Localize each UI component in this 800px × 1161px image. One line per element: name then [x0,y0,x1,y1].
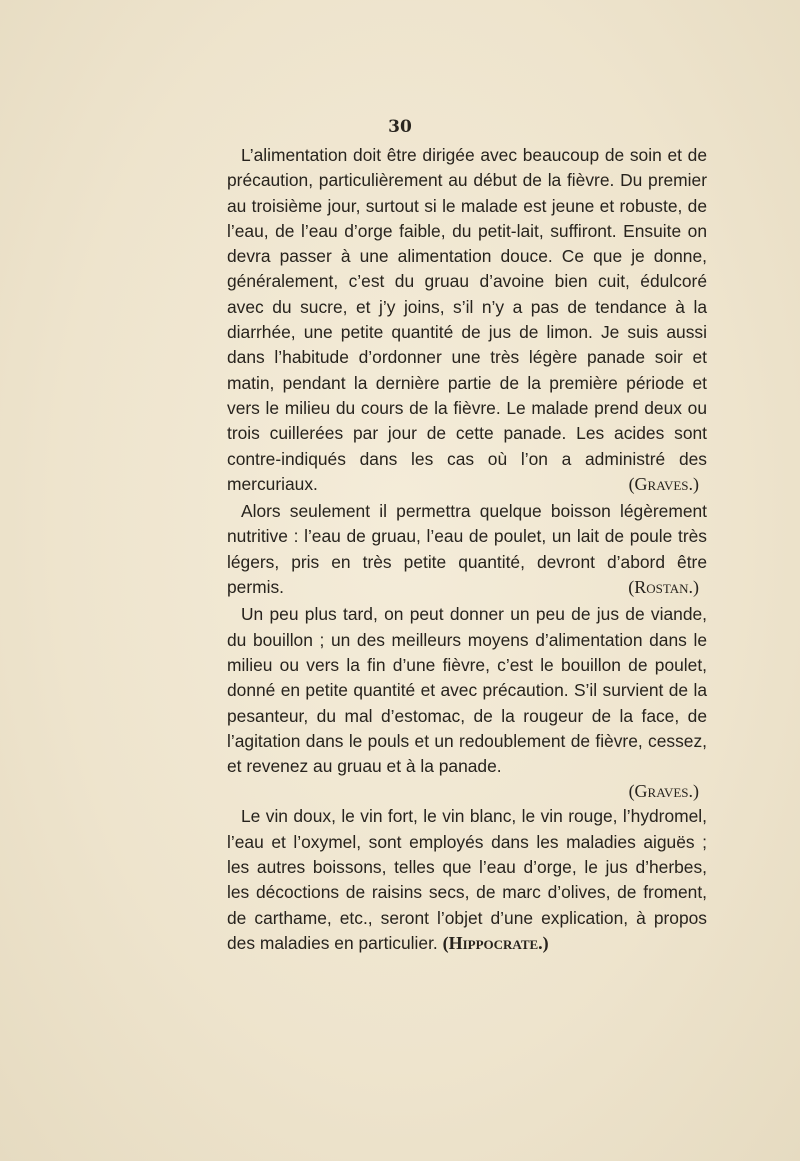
paragraph-hippocrate [227,804,707,956]
paragraph-graves-1 [227,143,707,497]
paragraph-text: Alors seulement il permettra quelque boisson légèrement nutritive : l’eau de gruau, l’eau de poulet, un lait de poule très légers, pris en très petite quantité, devront d’abord être permis. [227,501,707,598]
paragraph-text: Un peu plus tard, on peut donner un peu de jus de viande, du bouillon ; un des meilleurs moyens d’alimentation dans le milieu ou vers la fin d’une fièvre, c’est le bouillon de poulet, donné en petite quantité et avec précaution. S’il survient de la pesanteur, du mal d’estomac, de la rougeur de la face, de l’agitation dans le pouls et un redoublement de fièvre, cessez, et revenez au gruau et à la panade. [227,604,707,777]
citation-graves-2: (Graves.) [628,781,699,802]
citation-hippocrate: (Hippocrate.) [442,932,549,953]
paragraph-rostan [227,499,707,600]
paragraph-text: Le vin doux, le vin fort, le vin blanc, le vin rouge, l’hydromel, l’eau et l’oxymel, sont employés dans les maladies aiguës ; les autres boissons, telles que l’eau d’orge, le jus d’herbes, les décoctions de raisins secs, de marc d’olives, de froment, de carthame, etc., seront l’objet d’une explication, à propos des maladies en particulier. [227,806,707,953]
paragraph-graves-2 [227,602,707,779]
body-text [227,143,707,956]
page-number: 30 [388,117,412,137]
paragraph-text: L’alimentation doit être dirigée avec beaucoup de soin et de précaution, particulièrement au début de la fièvre. Du premier au troisième jour, surtout si le malade est jeune et robuste, de l’eau, de l’eau d’orge faible, du petit-lait, suffiront. Ensuite on devra passer à une alimentation douce. Ce que je donne, généralement, c’est du gruau d’avoine bien cuit, édulcoré avec du sucre, et j’y joins, s’il n’y a pas de tendance à la diarrhée, une petite quantité de jus de limon. Je suis aussi dans l’habitude d’ordonner une très légère panade soir et matin, pendant la dernière partie de la première période et vers le milieu du cours de la fièvre. Le malade prend deux ou trois cuillerées par jour de cette panade. Les acides sont contre-indiqués dans les cas où l’on a administré des mercuriaux. [227,145,707,494]
citation-rostan: (Rostan.) [628,577,699,598]
citation-graves-1: (Graves.) [628,473,699,494]
